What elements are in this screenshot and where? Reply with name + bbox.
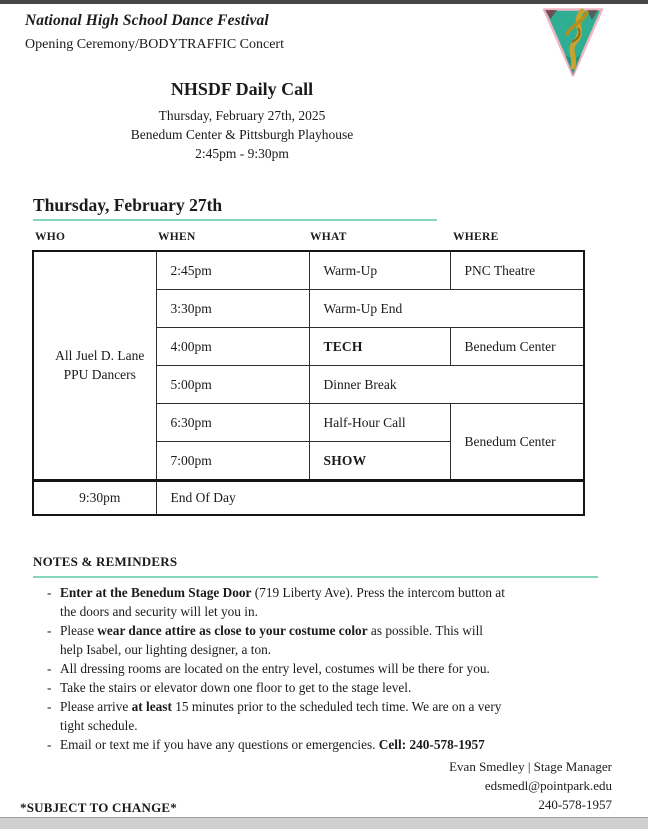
day-heading-underline [33,219,437,221]
subject-to-change-note: *SUBJECT TO CHANGE* [20,800,177,815]
day-section-heading: Thursday, February 27th [33,195,223,215]
what-cell: End Of Day [156,481,584,516]
note-item [45,583,610,621]
stage-manager-email: edsmedl@pointpark.edu [484,778,612,793]
when-cell: 7:00pm [156,442,309,481]
note-item [45,735,610,754]
when-cell: 6:30pm [156,404,309,442]
nhsdf-festival-logo-icon [542,8,604,78]
column-header-where: WHERE [453,231,499,243]
table-row-end-of-day [33,481,584,516]
column-header-when: WHEN [158,231,196,243]
schedule-table [32,250,585,516]
what-cell: Warm-Up End [309,290,584,328]
where-cell: Benedum Center [450,404,584,481]
when-cell: 3:30pm [156,290,309,328]
note-line [60,659,610,678]
program-title: National High School Dance Festival [25,12,269,29]
what-cell: Warm-Up [309,251,450,290]
note-line [60,735,610,754]
note-text-bold: at least [131,699,172,714]
note-text: tight schedule. [60,718,138,733]
column-header-what: WHAT [310,231,347,243]
note-line [60,602,610,621]
what-cell: SHOW [309,442,450,481]
what-cell: TECH [309,328,450,366]
stage-manager-name: Evan Smedley | Stage Manager [449,759,612,774]
note-line [60,697,610,716]
program-subtitle: Opening Ceremony/BODYTRAFFIC Concert [25,37,284,52]
where-cell: Benedum Center [450,328,584,366]
column-header-who: WHO [35,231,66,243]
note-text-bold: Cell: 240-578-1957 [378,737,485,752]
note-item [45,678,610,697]
who-group-line: All Juel D. Lane [55,348,145,364]
call-times: 2:45pm - 9:30pm [195,146,289,161]
note-text: All dressing rooms are located on the entry level, costumes will be there for you. [60,661,490,676]
note-text: Email or text me if you have any questions or emergencies. [60,737,379,752]
note-item [45,621,610,659]
signature-block [449,757,612,814]
note-item [45,659,610,678]
note-line [60,583,610,602]
table-row [33,251,584,290]
note-text: Please arrive [60,699,132,714]
note-line [60,640,610,659]
when-cell: 4:00pm [156,328,309,366]
page-title: NHSDF Daily Call [170,79,314,99]
where-cell: PNC Theatre [450,251,584,290]
what-cell: Half-Hour Call [309,404,450,442]
note-text: (719 Liberty Ave). Press the intercom button at [251,585,505,600]
call-date: Thursday, February 27th, 2025 [158,108,326,123]
note-line [60,621,610,640]
note-text: Please [60,623,98,638]
who-group-cell [33,251,156,481]
note-text: help Isabel, our lighting designer, a ton. [60,642,272,657]
window-top-edge [0,0,648,4]
call-venues: Benedum Center & Pittsburgh Playhouse [130,127,354,142]
note-text: as possible. This will [367,623,483,638]
notes-heading-underline [33,576,598,578]
what-cell: Dinner Break [309,366,584,404]
note-text-bold: Enter at the Benedum Stage Door [60,585,252,600]
note-text: Take the stairs or elevator down one floor to get to the stage level. [60,680,412,695]
note-text: 15 minutes prior to the scheduled tech time. We are on a very [171,699,502,714]
note-item [45,697,610,735]
note-line [60,716,610,735]
who-group-line: PPU Dancers [63,366,136,382]
when-cell: 2:45pm [156,251,309,290]
scrollbar-track-horizontal[interactable] [0,817,648,829]
stage-manager-phone: 240-578-1957 [538,797,612,812]
when-cell: 9:30pm [33,481,156,516]
note-line [60,678,610,697]
note-text-bold: wear dance attire as close to your costume color [97,623,368,638]
call-sheet-header [0,79,484,163]
notes-section-heading: NOTES & REMINDERS [33,554,178,569]
notes-list [45,583,610,754]
when-cell: 5:00pm [156,366,309,404]
note-text: the doors and security will let you in. [60,604,258,619]
